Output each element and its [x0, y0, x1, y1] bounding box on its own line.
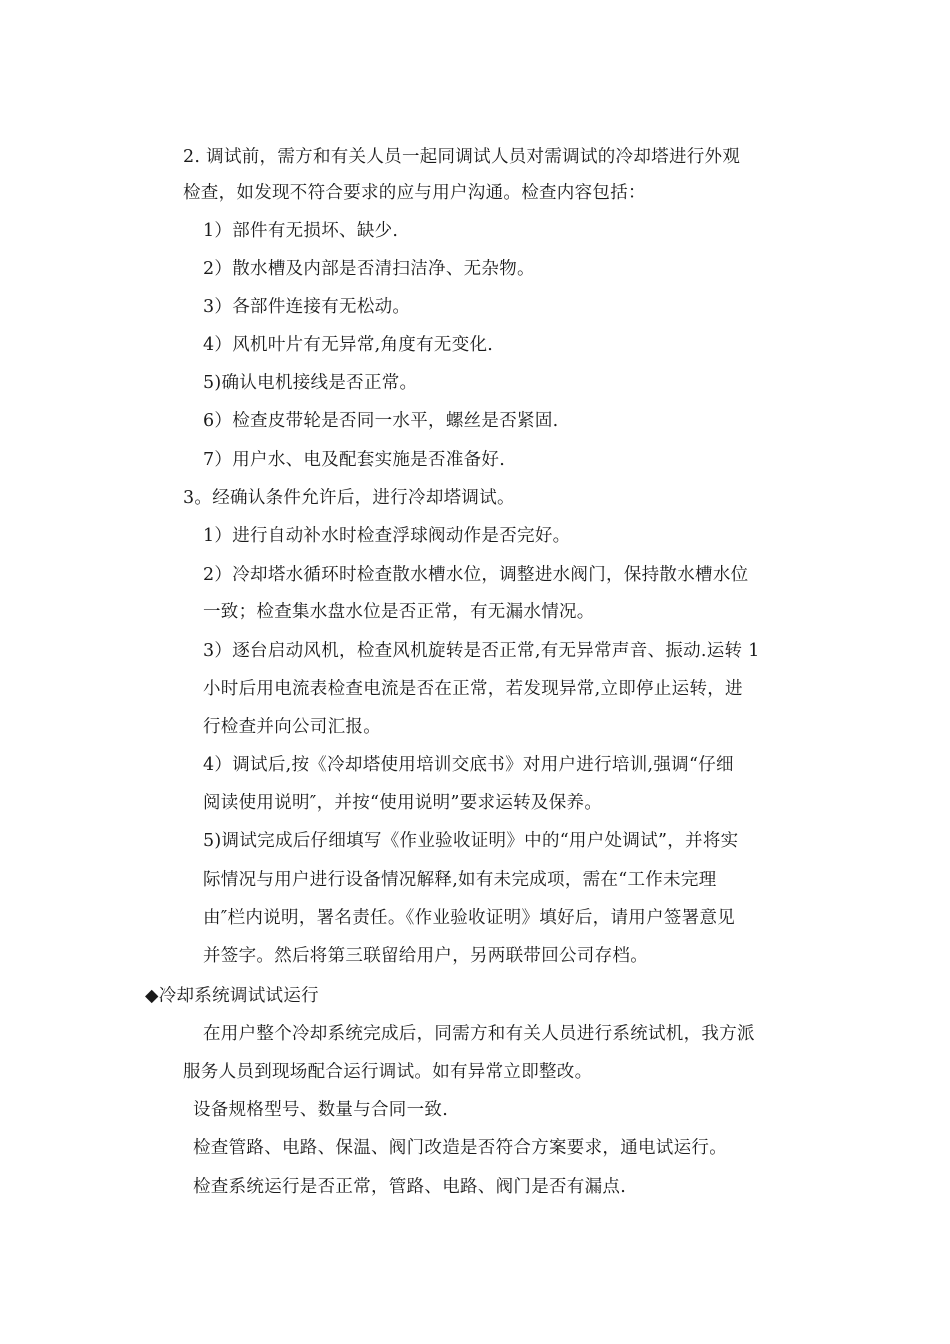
debug-item-5-line-2: 际情况与用户进行设备情况解释,如有未完成项，需在“工作未完理 — [203, 870, 717, 890]
check-item-5: 5)确认电机接线是否正常。 — [203, 373, 418, 393]
check-item-3: 3）各部件连接有无松动。 — [203, 297, 411, 317]
debug-item-4-line-1: 4）调试后,按《冷却塔使用培训交底书》对用户进行培训,强调“仔细 — [203, 755, 734, 775]
debug-item-2-line-2: 一致；检查集水盘水位是否正常，有无漏水情况。 — [203, 602, 595, 622]
check-item-2: 2）散水槽及内部是否清扫洁净、无杂物。 — [203, 259, 535, 279]
system-check-1: 设备规格型号、数量与合同一致. — [193, 1100, 449, 1120]
system-para-line-1: 在用户整个冷却系统完成后，同需方和有关人员进行系统试机，我方派 — [203, 1024, 755, 1044]
debug-item-4-line-2: 阅读使用说明″，并按“使用说明”要求运转及保养。 — [203, 793, 603, 813]
debug-item-5-line-1: 5)调试完成后仔细填写《作业验收证明》中的“用户处调试”，并将实 — [203, 831, 739, 851]
system-test-heading: ◆冷却系统调试试运行 — [145, 986, 319, 1006]
debug-item-2-line-1: 2）冷却塔水循环时检查散水槽水位，调整进水阀门，保持散水槽水位 — [203, 565, 749, 585]
debug-item-5-line-4: 并签字。然后将第三联留给用户，另两联带回公司存档。 — [203, 946, 648, 966]
section-2-line-2: 检查，如发现不符合要求的应与用户沟通。检查内容包括： — [183, 183, 646, 203]
system-check-2: 检查管路、电路、保温、阀门改造是否符合方案要求，通电试运行。 — [193, 1138, 727, 1158]
system-para-line-2: 服务人员到现场配合运行调试。如有异常立即整改。 — [183, 1062, 593, 1082]
system-check-3: 检查系统运行是否正常，管路、电路、阀门是否有漏点. — [193, 1177, 627, 1197]
debug-item-3-line-3: 行检查并向公司汇报。 — [203, 717, 381, 737]
debug-item-5-line-3: 由″栏内说明，署名责任。《作业验收证明》填好后，请用户签署意见 — [203, 908, 736, 928]
check-item-4: 4）风机叶片有无异常,角度有无变化. — [203, 335, 494, 355]
check-item-6: 6）检查皮带轮是否同一水平，螺丝是否紧固. — [203, 411, 559, 431]
debug-item-1: 1）进行自动补水时检查浮球阀动作是否完好。 — [203, 526, 571, 546]
debug-item-3-line-2: 小时后用电流表检查电流是否在正常，若发现异常,立即停止运转，进 — [203, 679, 743, 699]
check-item-7: 7）用户水、电及配套实施是否准备好. — [203, 450, 506, 470]
section-3-heading: 3。经确认条件允许后，进行冷却塔调试。 — [183, 488, 515, 508]
check-item-1: 1）部件有无损坏、缺少. — [203, 221, 399, 241]
debug-item-3-line-1: 3）逐台启动风机，检查风机旋转是否正常,有无异常声音、振动.运转 1 — [203, 641, 760, 661]
section-2-line-1: 2. 调试前，需方和有关人员一起同调试人员对需调试的冷却塔进行外观 — [183, 147, 741, 167]
